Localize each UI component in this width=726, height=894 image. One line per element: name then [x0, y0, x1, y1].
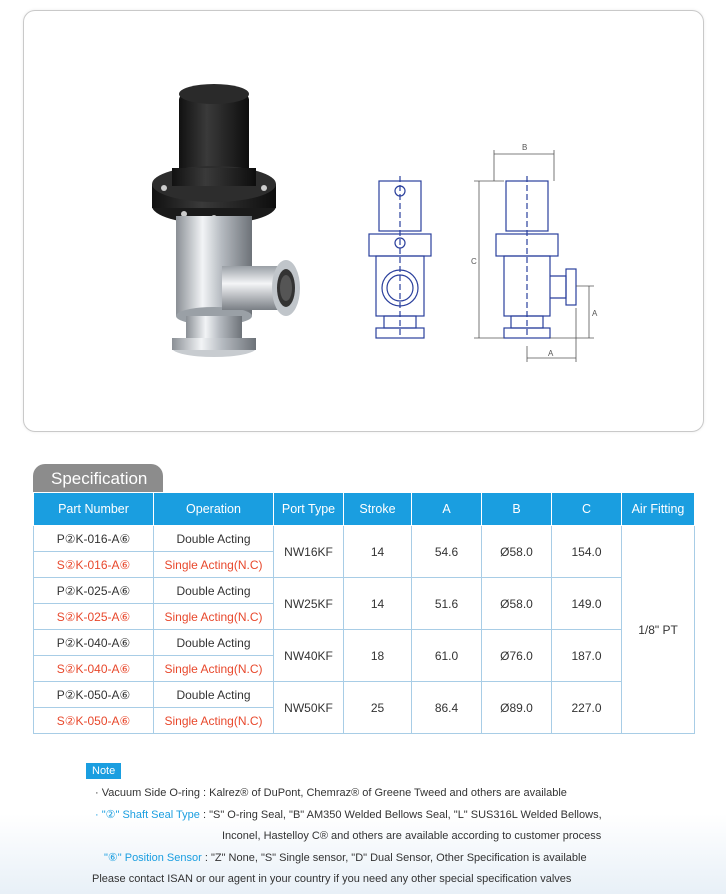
header-a: A	[412, 493, 482, 526]
note-badge: Note	[86, 763, 121, 779]
dim-a-cell: 86.4	[412, 682, 482, 734]
dim-a-cell: 51.6	[412, 578, 482, 630]
position-sensor-text: : "Z" None, "S" Single sensor, "D" Dual Sensor, Other Specification is available	[201, 851, 587, 864]
dim-a-vertical-label: A	[592, 309, 598, 318]
part-number-cell: P②K-040-A⑥	[34, 630, 154, 656]
position-sensor-key: "⑥" Position Sensor	[104, 851, 202, 864]
part-number-cell: P②K-025-A⑥	[34, 578, 154, 604]
port-type-cell: NW16KF	[274, 526, 344, 578]
part-number-cell: S②K-050-A⑥	[34, 708, 154, 734]
part-number-cell: S②K-016-A⑥	[34, 552, 154, 578]
header-b: B	[482, 493, 552, 526]
operation-cell: Double Acting	[154, 578, 274, 604]
stroke-cell: 18	[344, 630, 412, 682]
dim-c-label: C	[471, 257, 477, 266]
header-c: C	[552, 493, 622, 526]
note-position-sensor	[60, 848, 700, 870]
table-row	[34, 682, 695, 708]
dim-b-cell: Ø58.0	[482, 578, 552, 630]
part-number-cell: S②K-040-A⑥	[34, 656, 154, 682]
stroke-cell: 25	[344, 682, 412, 734]
specification-table	[33, 492, 695, 734]
note-shaft-seal-cont: Inconel, Hastelloy C® and others are available according to customer process	[222, 830, 602, 842]
header-part-number: Part Number	[34, 493, 154, 526]
operation-cell: Single Acting(N.C)	[154, 552, 274, 578]
dim-b-label: B	[522, 143, 528, 152]
dim-a-cell: 61.0	[412, 630, 482, 682]
table-row	[34, 630, 695, 656]
dim-a-horizontal-label: A	[548, 349, 554, 358]
air-fitting-cell: 1/8" PT	[622, 526, 695, 734]
port-type-cell: NW25KF	[274, 578, 344, 630]
operation-cell: Single Acting(N.C)	[154, 604, 274, 630]
table-row	[34, 578, 695, 604]
specification-tab: Specification	[33, 464, 163, 492]
operation-cell: Single Acting(N.C)	[154, 656, 274, 682]
dim-c-cell: 187.0	[552, 630, 622, 682]
dim-c-cell: 227.0	[552, 682, 622, 734]
dim-c-cell: 154.0	[552, 526, 622, 578]
notes-block	[60, 783, 700, 891]
header-air-fitting: Air Fitting	[622, 493, 695, 526]
header-operation: Operation	[154, 493, 274, 526]
shaft-seal-text: : "S" O-ring Seal, "B" AM350 Welded Bellows Seal, "L" SUS316L Welded Bellows,	[199, 808, 602, 821]
dim-c-cell: 149.0	[552, 578, 622, 630]
operation-cell: Double Acting	[154, 526, 274, 552]
operation-cell: Single Acting(N.C)	[154, 708, 274, 734]
part-number-cell: S②K-025-A⑥	[34, 604, 154, 630]
dim-b-cell: Ø58.0	[482, 526, 552, 578]
note-vacuum-oring: · Vacuum Side O-ring : Kalrez® of DuPont, Chemraz® of Greene Tweed and others are available	[95, 787, 567, 799]
note-shaft-seal	[60, 805, 700, 827]
table-row	[34, 526, 695, 552]
dim-a-cell: 54.6	[412, 526, 482, 578]
part-number-cell: P②K-016-A⑥	[34, 526, 154, 552]
header-port-type: Port Type	[274, 493, 344, 526]
header-stroke: Stroke	[344, 493, 412, 526]
table-header-row	[34, 493, 695, 526]
port-type-cell: NW50KF	[274, 682, 344, 734]
operation-cell: Double Acting	[154, 630, 274, 656]
operation-cell: Double Acting	[154, 682, 274, 708]
dimension-drawing	[354, 136, 604, 371]
valve-photo	[134, 76, 324, 391]
product-image-card	[23, 10, 704, 432]
part-number-cell: P②K-050-A⑥	[34, 682, 154, 708]
dim-b-cell: Ø89.0	[482, 682, 552, 734]
stroke-cell: 14	[344, 578, 412, 630]
port-type-cell: NW40KF	[274, 630, 344, 682]
dim-b-cell: Ø76.0	[482, 630, 552, 682]
note-contact: Please contact ISAN or our agent in your country if you need any other special specification valves	[92, 873, 572, 885]
stroke-cell: 14	[344, 526, 412, 578]
shaft-seal-key: · "②" Shaft Seal Type	[95, 808, 200, 821]
